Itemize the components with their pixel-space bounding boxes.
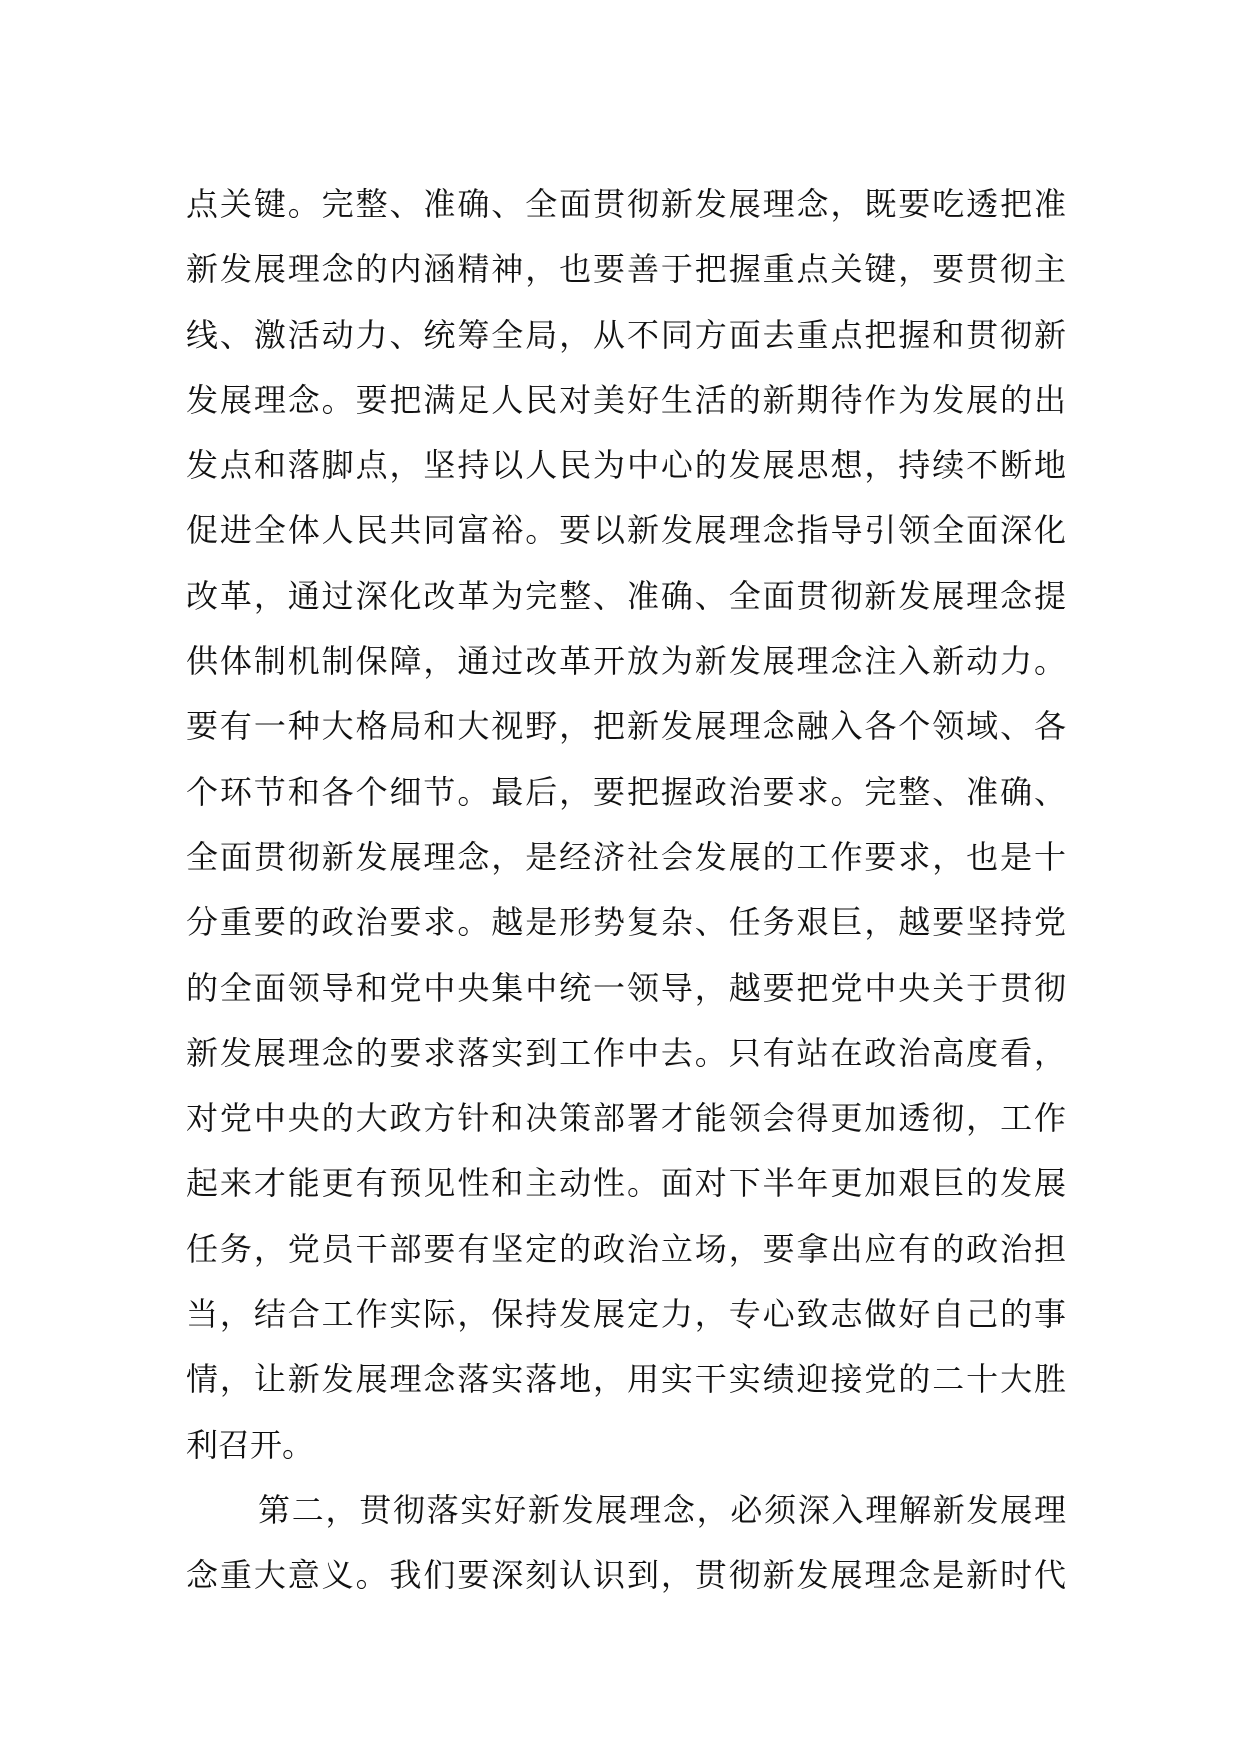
text-line: 任务，党员干部要有坚定的政治立场，要拿出应有的政治担 xyxy=(186,1229,1066,1268)
text-line: 对党中央的大政方针和决策部署才能领会得更加透彻，工作 xyxy=(186,1099,1066,1138)
text-line: 的全面领导和党中央集中统一领导，越要把党中央关于贯彻 xyxy=(186,968,1066,1007)
text-line: 促进全体人民共同富裕。要以新发展理念指导引领全面深化 xyxy=(186,511,1066,550)
text-line: 全面贯彻新发展理念，是经济社会发展的工作要求，也是十 xyxy=(186,837,1066,876)
text-line: 念重大意义。我们要深刻认识到，贯彻新发展理念是新时代 xyxy=(186,1556,1066,1595)
text-line: 供体制机制保障，通过改革开放为新发展理念注入新动力。 xyxy=(186,642,1066,681)
text-line: 要有一种大格局和大视野，把新发展理念融入各个领域、各 xyxy=(186,707,1066,746)
text-line: 当，结合工作实际，保持发展定力，专心致志做好自己的事 xyxy=(186,1295,1066,1334)
text-line: 起来才能更有预见性和主动性。面对下半年更加艰巨的发展 xyxy=(186,1164,1066,1203)
text-line: 改革，通过深化改革为完整、准确、全面贯彻新发展理念提 xyxy=(186,576,1066,615)
text-line: 点关键。完整、准确、全面贯彻新发展理念，既要吃透把准 xyxy=(186,185,1066,223)
document-body xyxy=(186,180,1066,1617)
paragraph-start-line: 第二，贯彻落实好新发展理念，必须深入理解新发展理 xyxy=(258,1490,1066,1529)
text-line: 情，让新发展理念落实落地，用实干实绩迎接党的二十大胜 xyxy=(186,1360,1066,1399)
text-line: 个环节和各个细节。最后，要把握政治要求。完整、准确、 xyxy=(186,772,1066,811)
text-line: 发点和落脚点，坚持以人民为中心的发展思想，持续不断地 xyxy=(186,446,1066,485)
text-line: 线、激活动力、统筹全局，从不同方面去重点把握和贯彻新 xyxy=(186,315,1066,354)
text-line: 新发展理念的内涵精神，也要善于把握重点关键，要贯彻主 xyxy=(186,250,1066,289)
text-line: 新发展理念的要求落实到工作中去。只有站在政治高度看， xyxy=(186,1033,1066,1072)
paragraph-end-line: 利召开。 xyxy=(186,1425,315,1464)
text-line: 发展理念。要把满足人民对美好生活的新期待作为发展的出 xyxy=(186,380,1066,419)
text-line: 分重要的政治要求。越是形势复杂、任务艰巨，越要坚持党 xyxy=(186,903,1066,942)
